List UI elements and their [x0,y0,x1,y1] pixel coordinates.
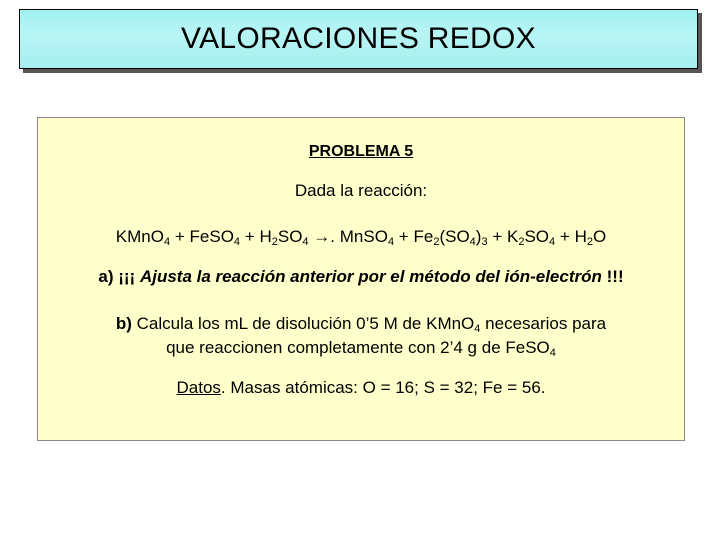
problem-heading: PROBLEMA 5 [308,143,414,160]
task-b-line-1: b) Calcula los mL de disolución 0’5 M de KMnO$_4$ necesarios para [115,314,607,335]
task-b-line-2: que reaccionen completamente con 2’4 g de FeSO$_4$ [166,338,556,359]
problem-intro: Dada la reacción: [294,181,428,200]
problem-panel [37,117,685,441]
task-b-label: b) [115,314,132,333]
page-title: VALORACIONES REDOX [181,22,536,55]
datos-line: Datos. Masas atómicas: O = 16; S = 32; Fe = 56. [176,378,546,397]
task-a-label: a) [98,267,114,286]
datos-label: Datos [176,378,221,397]
task-a-text: Ajusta la reacción anterior por el método del ión-electrón [139,267,602,286]
title-banner [19,9,698,69]
reaction-equation: KMnO$_4$ + FeSO$_4$ + $H_2SO_4$ →. MnSO$_4$ + $Fe_2(SO_4)_3 + K_2SO_4 + H_2O$ [115,227,607,248]
task-a: a) ¡¡¡ Ajusta la reacción anterior por el método del ión-electrón !!! [98,267,624,286]
reaction-arrow-icon: → [313,227,331,246]
